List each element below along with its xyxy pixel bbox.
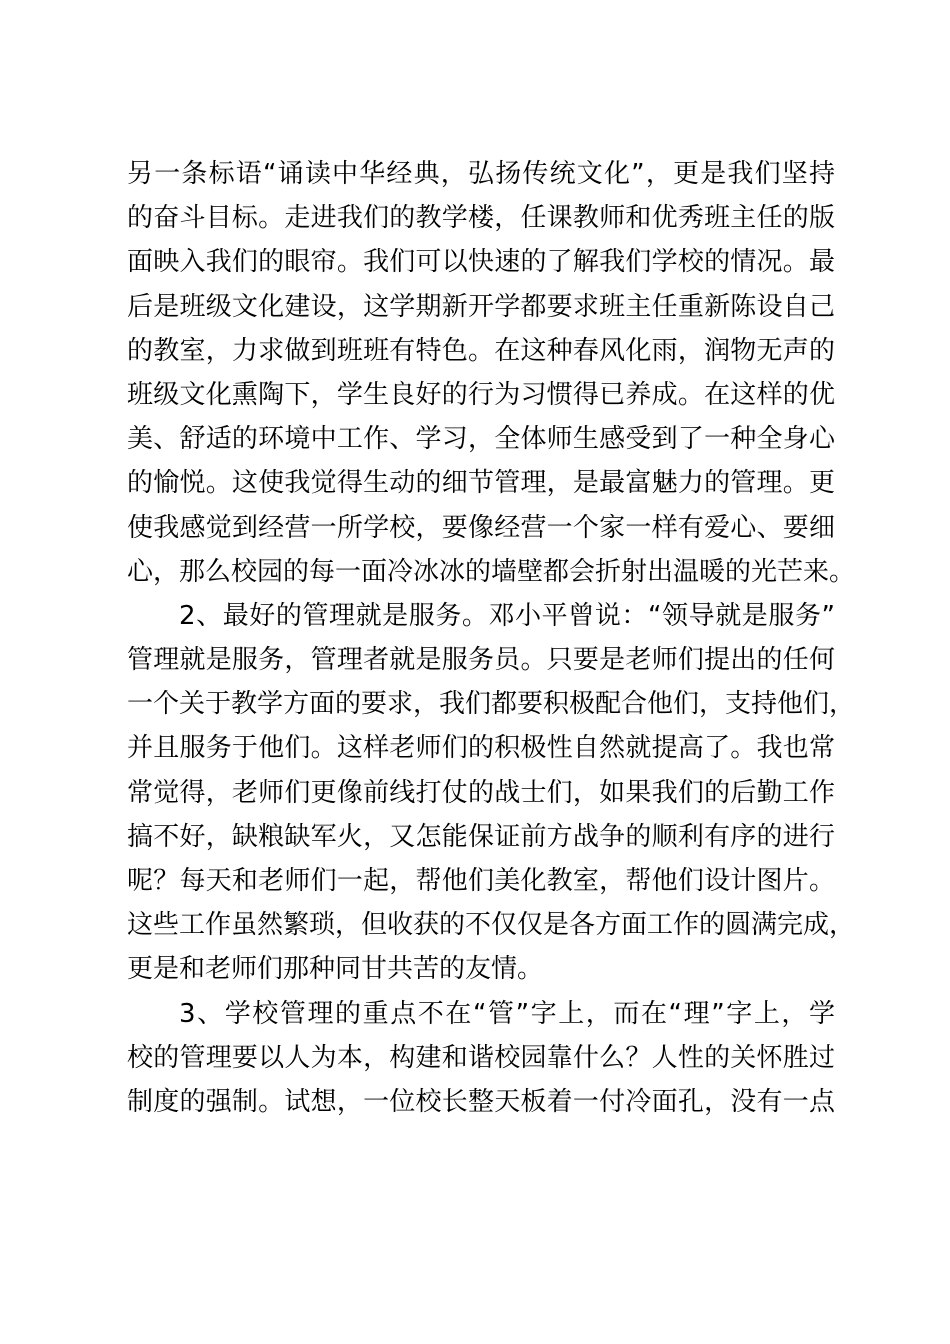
text-line: 的愉悦。这使我觉得生动的细节管理，是最富魅力的管理。更 (127, 468, 835, 499)
text-line: 3、学校管理的重点不在“管”字上，而在“理”字上，学 (179, 998, 835, 1029)
paragraph-1 (127, 152, 856, 594)
text-line: 的奋斗目标。走进我们的教学楼，任课教师和优秀班主任的版 (127, 203, 835, 234)
body-text (127, 152, 856, 1124)
text-line: 的教室，力求做到班班有特色。在这种春风化雨，润物无声的 (127, 335, 835, 366)
text-line: 面映入我们的眼帘。我们可以快速的了解我们学校的情况。最 (127, 247, 835, 278)
text-line: 使我感觉到经营一所学校，要像经营一个家一样有爱心、要细 (127, 512, 835, 543)
text-line: 一个关于教学方面的要求，我们都要积极配合他们，支持他们， (127, 689, 856, 720)
text-line: 并且服务于他们。这样老师们的积极性自然就提高了。我也常 (127, 733, 835, 764)
text-line: 后是班级文化建设，这学期新开学都要求班主任重新陈设自己 (127, 291, 835, 322)
text-line: 搞不好，缺粮缺军火，又怎能保证前方战争的顺利有序的进行 (127, 821, 835, 852)
paragraph-3 (127, 992, 835, 1125)
text-line: 更是和老师们那种同甘共苦的友情。 (127, 954, 544, 985)
text-line: 管理就是服务，管理者就是服务员。只要是老师们提出的任何 (127, 645, 835, 676)
text-line: 美、舒适的环境中工作、学习，全体师生感受到了一种全身心 (127, 424, 835, 455)
text-line: 这些工作虽然繁琐，但收获的不仅仅是各方面工作的圆满完成， (127, 910, 856, 941)
text-line: 制度的强制。试想，一位校长整天板着一付冷面孔，没有一点 (127, 1086, 835, 1117)
text-line: 2、最好的管理就是服务。邓小平曾说：“领导就是服务” (179, 600, 835, 631)
text-line: 呢？每天和老师们一起，帮他们美化教室，帮他们设计图片。 (127, 866, 835, 896)
text-line: 校的管理要以人为本，构建和谐校园靠什么？人性的关怀胜过 (127, 1042, 835, 1073)
text-line: 心，那么校园的每一面冷冰冰的墙壁都会折射出温暖的光芒来。 (127, 556, 856, 587)
text-line: 常觉得，老师们更像前线打仗的战士们，如果我们的后勤工作 (127, 777, 835, 808)
text-line: 班级文化熏陶下，学生良好的行为习惯得已养成。在这样的优 (127, 379, 835, 410)
text-line: 另一条标语“诵读中华经典，弘扬传统文化”，更是我们坚持 (127, 159, 835, 189)
paragraph-2 (127, 594, 856, 992)
